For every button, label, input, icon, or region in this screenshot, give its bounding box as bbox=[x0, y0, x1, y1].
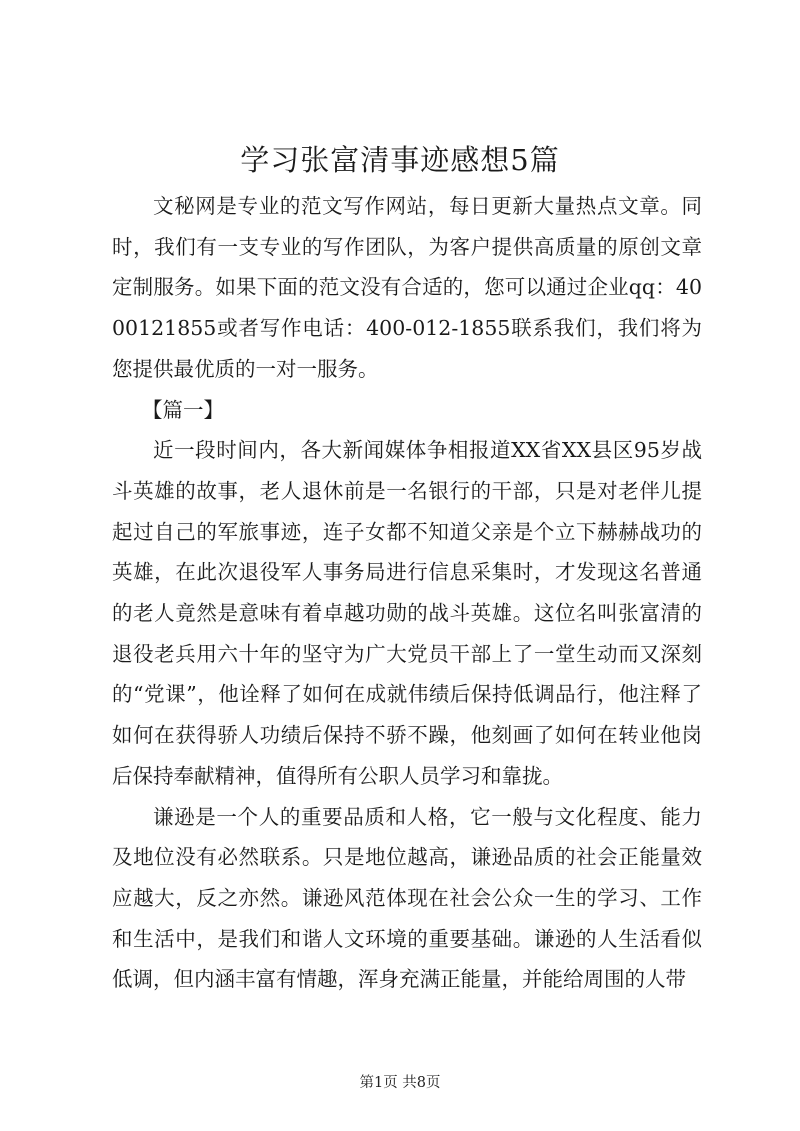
section-label: 【篇一】 bbox=[142, 397, 224, 422]
document-body bbox=[112, 186, 702, 1000]
body-paragraph-1: 近一段时间内，各大新闻媒体争相报道XX省XX县区95岁战斗英雄的故事，老人退休前是一名银行的干部，只是对老伴儿提起过自己的军旅事迹，连子女都不知道父亲是个立下赫赫战功的英雄，在此次退役军人事务局进行信息采集时，才发现这名普通的老人竟然是意味有着卓越功勋的战斗英雄。这位名叫张富清的退役老兵用六十年的坚守为广大党员干部上了一堂生动而又深刻的“党课”，他诠释了如何在成就伟绩后保持低调品行，他注释了如何在获得骄人功绩后保持不骄不躁，他刻画了如何在转业他岗后保持奉献精神，值得所有公职人员学习和靠拢。 bbox=[112, 438, 702, 788]
document-title: 学习张富清事迹感想5篇 bbox=[240, 143, 560, 177]
page-footer: 第1页 共8页 bbox=[359, 1075, 441, 1091]
body-paragraph-2: 谦逊是一个人的重要品质和人格，它一般与文化程度、能力及地位没有必然联系。只是地位越高，谦逊品质的社会正能量效应越大，反之亦然。谦逊风范体现在社会公众一生的学习、工作和生活中，是我们和谐人文环境的重要基础。谦逊的人生活看似低调，但内涵丰富有情趣，浑身充满正能量，并能给周围的人带 bbox=[112, 804, 702, 992]
intro-paragraph: 文秘网是专业的范文写作网站，每日更新大量热点文章。同时，我们有一支专业的写作团队，为客户提供高质量的原创文章定制服务。如果下面的范文没有合适的，您可以通过企业qq：4000121855或者写作电话：400-012-1855联系我们，我们将为您提供最优质的一对一服务。 bbox=[112, 194, 702, 381]
